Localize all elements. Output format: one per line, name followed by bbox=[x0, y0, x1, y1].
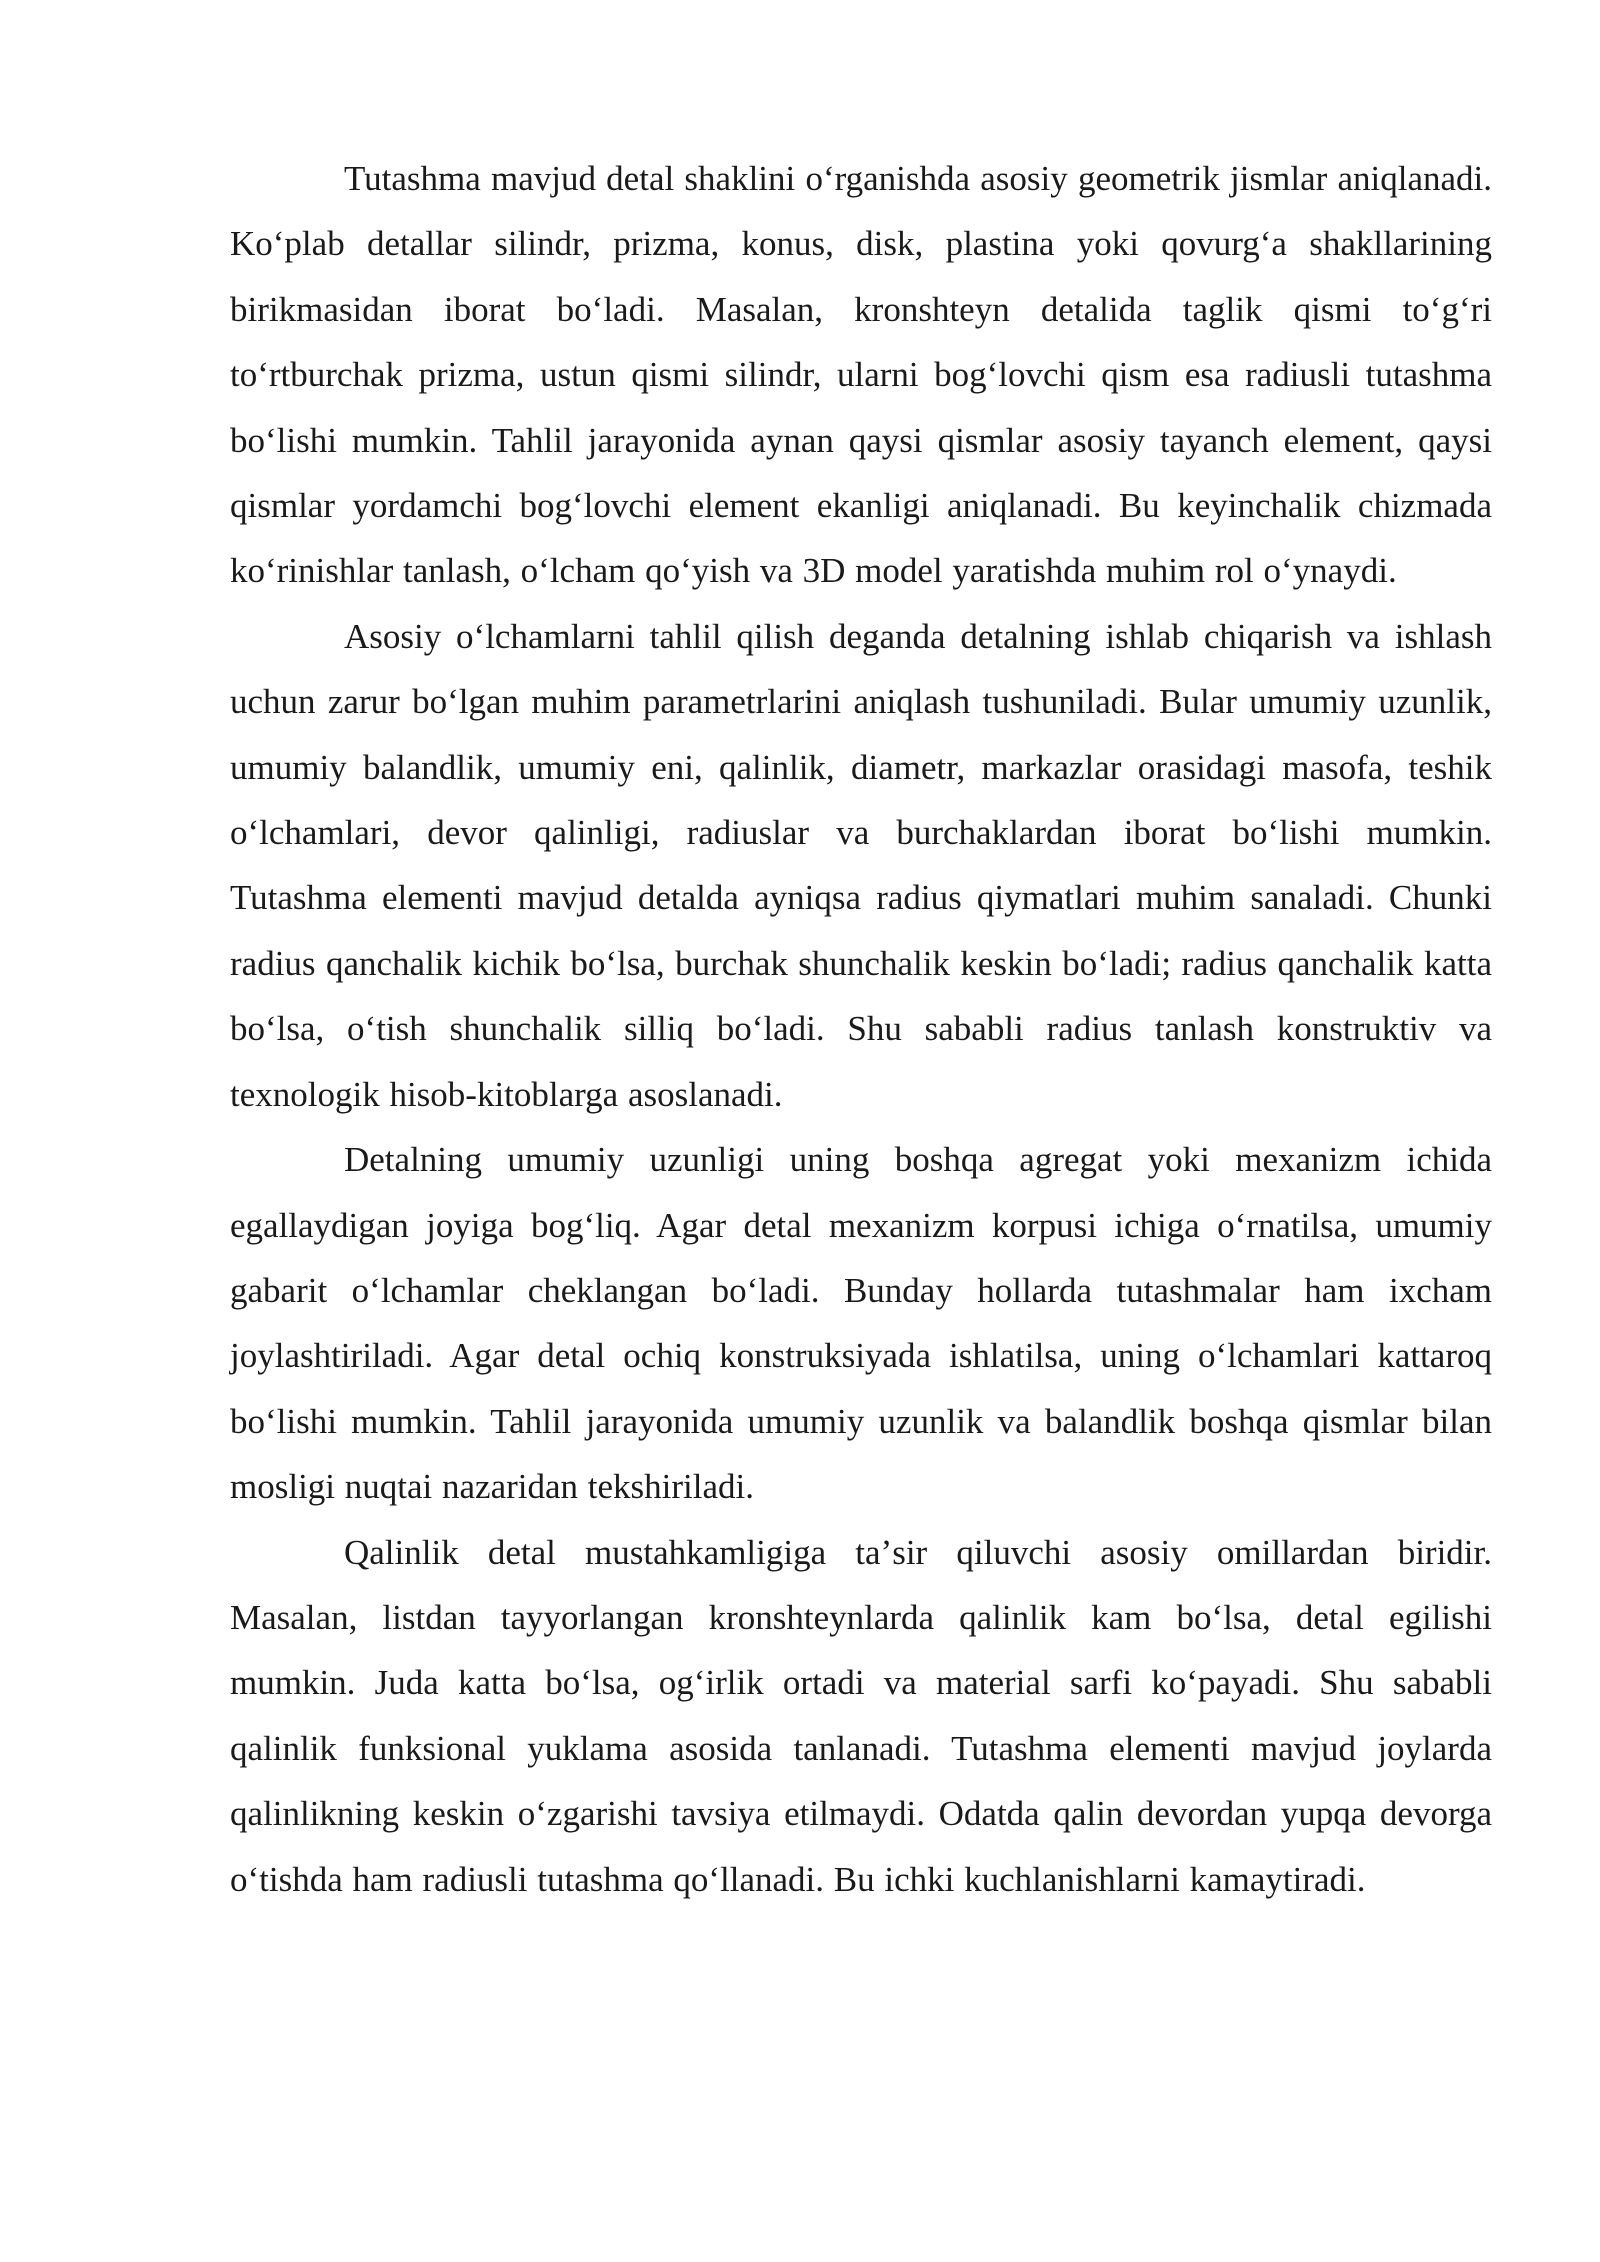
paragraph-1: Tutashma mavjud detal shaklini oʻrganishda asosiy geometrik jismlar aniqlanadi. Koʻplab detallar silindr, prizma, konus, disk, plastina yoki qovurgʻa shakllarining birikmasidan iborat boʻladi. Masalan, kronshteyn detalida taglik qismi toʻgʻri toʻrtburchak prizma, ustun qismi silindr, ularni bogʻlovchi qism esa radiusli tutashma boʻlishi mumkin. Tahlil jarayonida aynan qaysi qismlar asosiy tayanch element, qaysi qismlar yordamchi bogʻlovchi element ekanligi aniqlanadi. Bu keyinchalik chizmada koʻrinishlar tanlash, oʻlcham qoʻyish va 3D model yaratishda muhim rol oʻynaydi. bbox=[230, 159, 1492, 591]
paragraph-3: Detalning umumiy uzunligi uning boshqa agregat yoki mexanizm ichida egallaydigan joyiga bogʻliq. Agar detal mexanizm korpusi ichiga oʻrnatilsa, umumiy gabarit oʻlchamlar cheklangan boʻladi. Bunday hollarda tutashmalar ham ixcham joylashtiriladi. Agar detal ochiq konstruksiyada ishlatilsa, uning oʻlchamlari kattaroq boʻlishi mumkin. Tahlil jarayonida umumiy uzunlik va balandlik boshqa qismlar bilan mosligi nuqtai nazaridan tekshiriladi. bbox=[230, 1140, 1492, 1507]
body-text bbox=[230, 146, 1492, 1912]
paragraph-2: Asosiy oʻlchamlarni tahlil qilish deganda detalning ishlab chiqarish va ishlash uchun zarur boʻlgan muhim parametrlarini aniqlash tushuniladi. Bular umumiy uzunlik, umumiy balandlik, umumiy eni, qalinlik, diametr, markazlar orasidagi masofa, teshik oʻlchamlari, devor qalinligi, radiuslar va burchaklardan iborat boʻlishi mumkin. Tutashma elementi mavjud detalda ayniqsa radius qiymatlari muhim sanaladi. Chunki radius qanchalik kichik boʻlsa, burchak shunchalik keskin boʻladi; radius qanchalik katta boʻlsa, oʻtish shunchalik silliq boʻladi. Shu sababli radius tanlash konstruktiv va texnologik hisob-kitoblarga asoslanadi. bbox=[230, 616, 1492, 1114]
paragraph-4: Qalinlik detal mustahkamligiga taʼsir qiluvchi asosiy omillardan biridir. Masalan, listdan tayyorlangan kronshteynlarda qalinlik kam boʻlsa, detal egilishi mumkin. Juda katta boʻlsa, ogʻirlik ortadi va material sarfi koʻpayadi. Shu sababli qalinlik funksional yuklama asosida tanlanadi. Tutashma elementi mavjud joylarda qalinlikning keskin oʻzgarishi tavsiya etilmaydi. Odatda qalin devordan yupqa devorga oʻtishda ham radiusli tutashma qoʻllanadi. Bu ichki kuchlanishlarni kamaytiradi. bbox=[230, 1532, 1492, 1899]
